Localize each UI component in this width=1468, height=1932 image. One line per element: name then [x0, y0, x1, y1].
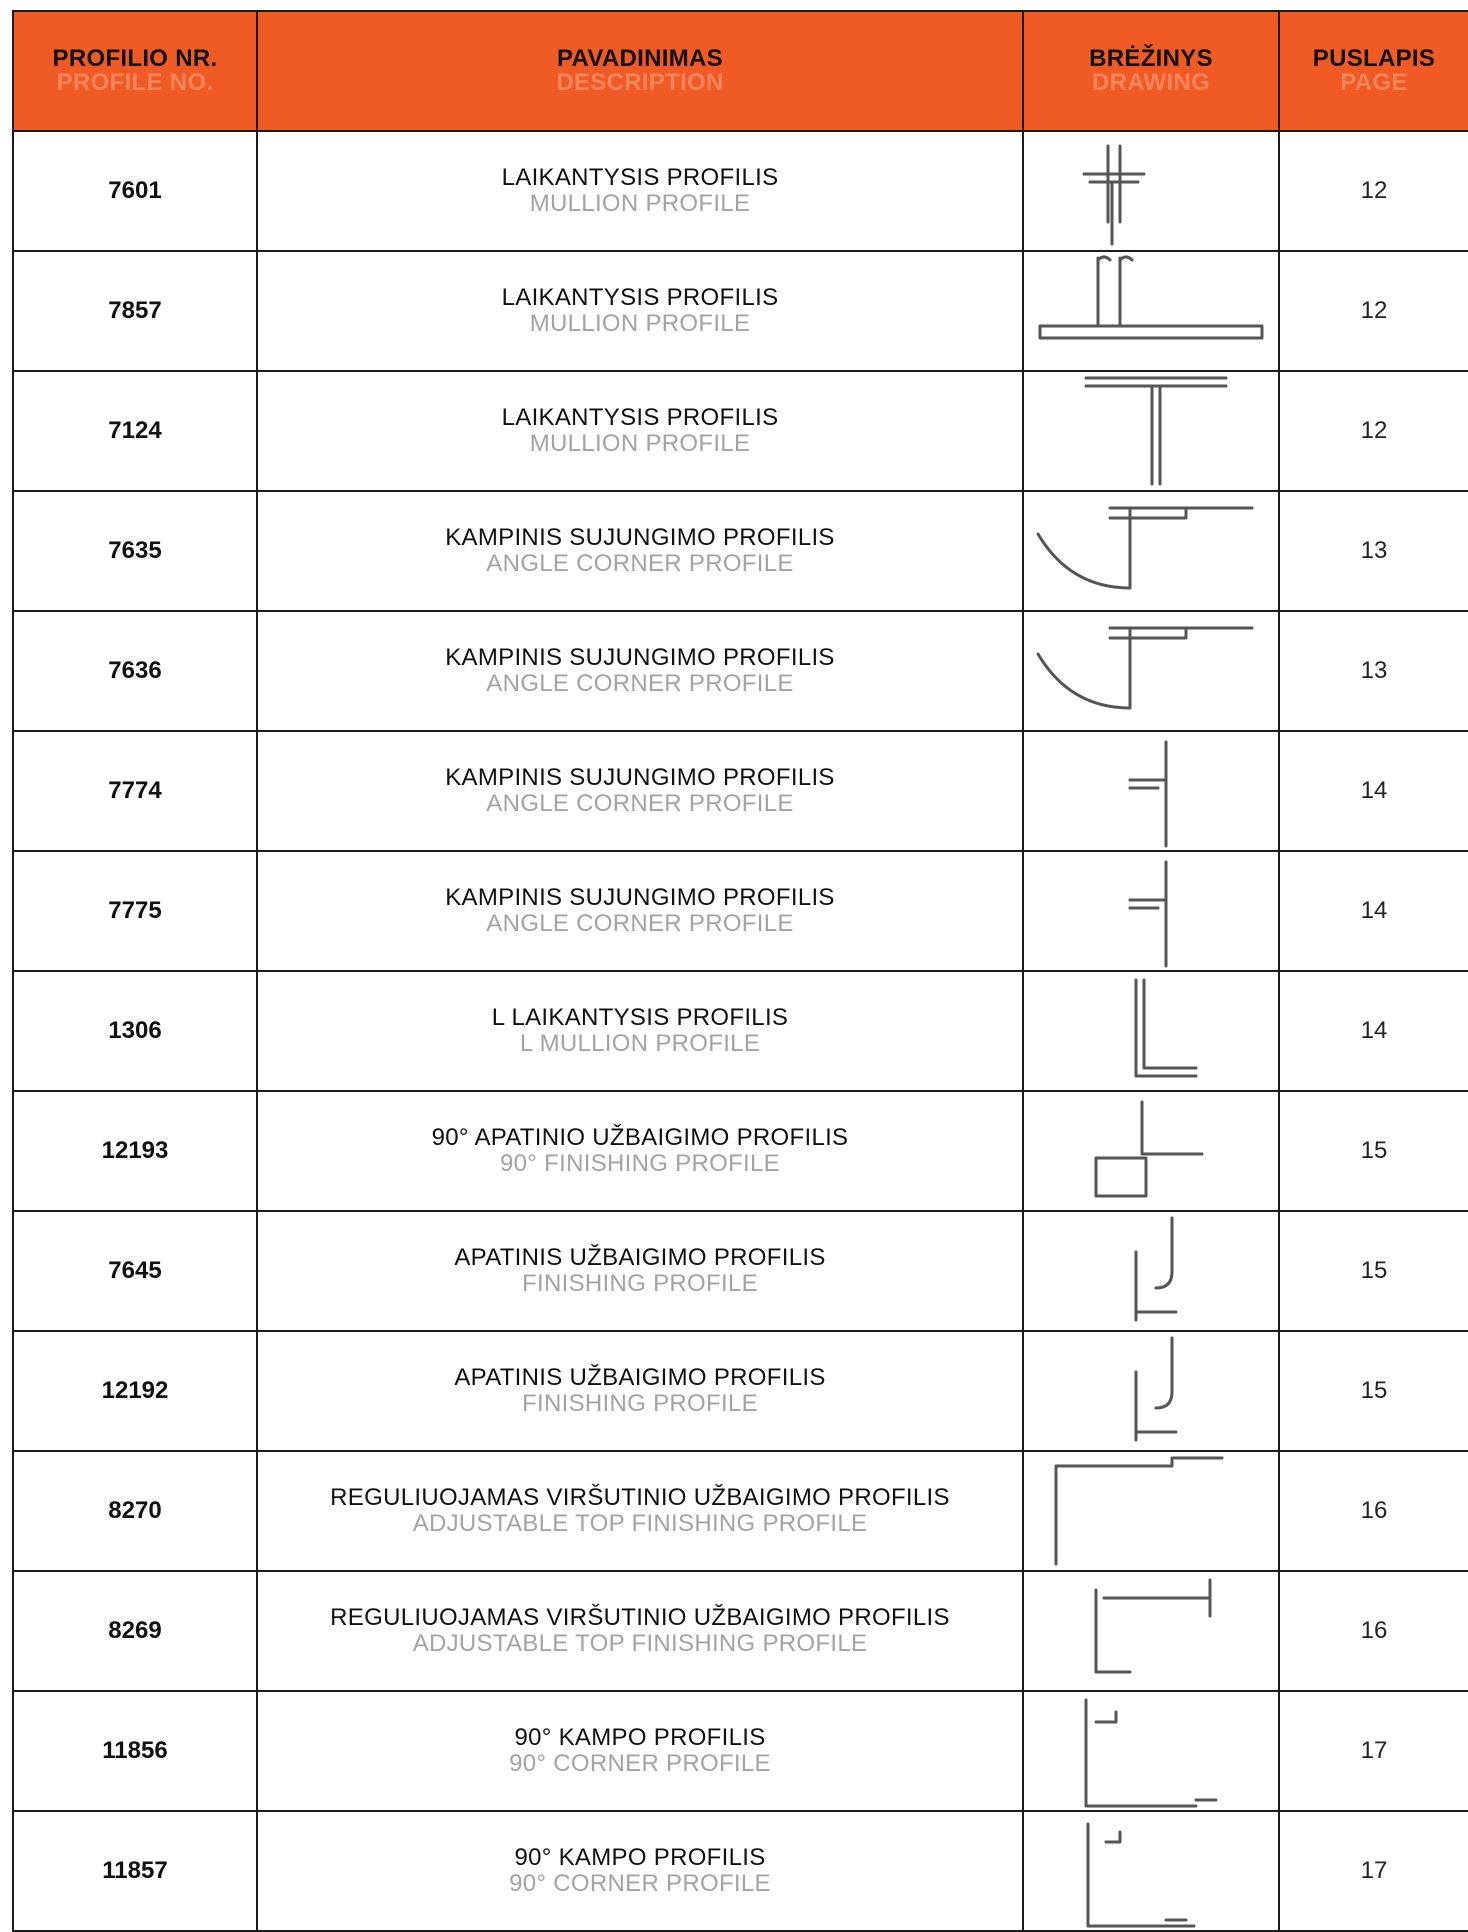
profile-name-en: FINISHING PROFILE [522, 1390, 758, 1417]
profile-number: 7636 [13, 611, 257, 731]
profile-name: LAIKANTYSIS PROFILIS [501, 404, 779, 431]
table-row-7774 [13, 731, 1468, 851]
profile-number: 7775 [13, 851, 257, 971]
profile-description [257, 371, 1023, 491]
profile-description [257, 611, 1023, 731]
profile-number: 11857 [13, 1811, 257, 1931]
table-row-11857 [13, 1811, 1468, 1931]
profile-drawing [1023, 1211, 1279, 1331]
table-row-7857 [13, 251, 1468, 371]
profile-name: 90° KAMPO PROFILIS [514, 1844, 766, 1871]
profile-description [257, 491, 1023, 611]
profile-drawing [1023, 731, 1279, 851]
profile-description [257, 1691, 1023, 1811]
profile-name: KAMPINIS SUJUNGIMO PROFILIS [445, 884, 835, 911]
table-row-7124 [13, 371, 1468, 491]
profile-page: 16 [1279, 1451, 1468, 1571]
profile-page: 13 [1279, 491, 1468, 611]
profile-page: 14 [1279, 851, 1468, 971]
profile-name-en: 90° CORNER PROFILE [509, 1870, 771, 1897]
table-row-8269 [13, 1571, 1468, 1691]
angle-corner-profile-icon [1026, 612, 1276, 730]
table-row-12192 [13, 1331, 1468, 1451]
profile-name: KAMPINIS SUJUNGIMO PROFILIS [445, 524, 835, 551]
profile-name-en: FINISHING PROFILE [522, 1270, 758, 1297]
mullion-profile-icon [1026, 132, 1276, 250]
table-row-7636 [13, 611, 1468, 731]
profile-name: APATINIS UŽBAIGIMO PROFILIS [454, 1244, 826, 1271]
header-description: PAVADINIMAS DESCRIPTION [257, 11, 1023, 131]
profile-name-en: L MULLION PROFILE [519, 1030, 761, 1057]
profile-drawing [1023, 251, 1279, 371]
header-drawing: BRĖŽINYS DRAWING [1023, 11, 1279, 131]
corner-profile-icon [1026, 1692, 1276, 1810]
profile-description [257, 251, 1023, 371]
profile-number: 8270 [13, 1451, 257, 1571]
profile-drawing [1023, 971, 1279, 1091]
profile-name: KAMPINIS SUJUNGIMO PROFILIS [445, 644, 835, 671]
profile-page: 16 [1279, 1571, 1468, 1691]
profile-description [257, 851, 1023, 971]
profile-page: 15 [1279, 1211, 1468, 1331]
profile-name: KAMPINIS SUJUNGIMO PROFILIS [445, 764, 835, 791]
corner-profile-icon [1026, 1812, 1276, 1930]
angle-corner-profile-icon [1026, 492, 1276, 610]
profile-name: LAIKANTYSIS PROFILIS [501, 284, 779, 311]
table-row-1306 [13, 971, 1468, 1091]
mullion-profile-icon [1026, 372, 1276, 490]
profile-description [257, 731, 1023, 851]
profile-name-en: ADJUSTABLE TOP FINISHING PROFILE [412, 1510, 868, 1537]
profile-page: 14 [1279, 731, 1468, 851]
l-mullion-profile-icon [1026, 972, 1276, 1090]
profile-drawing [1023, 371, 1279, 491]
profile-page: 12 [1279, 131, 1468, 251]
profile-drawing [1023, 1571, 1279, 1691]
profile-name-en: MULLION PROFILE [529, 430, 751, 457]
profile-name-en: ANGLE CORNER PROFILE [486, 670, 794, 697]
profile-number: 7124 [13, 371, 257, 491]
table-row-11856 [13, 1691, 1468, 1811]
profile-description [257, 1211, 1023, 1331]
table-row-7635 [13, 491, 1468, 611]
table-row-12193 [13, 1091, 1468, 1211]
profile-name: 90° KAMPO PROFILIS [514, 1724, 766, 1751]
finishing-profile-icon [1026, 1212, 1276, 1330]
profile-number: 8269 [13, 1571, 257, 1691]
profile-description [257, 1331, 1023, 1451]
top-finishing-profile-icon [1026, 1452, 1276, 1570]
profile-name: REGULIUOJAMAS VIRŠUTINIO UŽBAIGIMO PROFILIS [330, 1484, 950, 1511]
profile-number: 1306 [13, 971, 257, 1091]
profile-page: 17 [1279, 1811, 1468, 1931]
header-page: PUSLAPIS PAGE [1279, 11, 1468, 131]
profile-page: 13 [1279, 611, 1468, 731]
profile-name-en: ADJUSTABLE TOP FINISHING PROFILE [412, 1630, 868, 1657]
profile-number: 7645 [13, 1211, 257, 1331]
profile-number: 7635 [13, 491, 257, 611]
profile-name-en: MULLION PROFILE [529, 310, 751, 337]
profile-name: REGULIUOJAMAS VIRŠUTINIO UŽBAIGIMO PROFILIS [330, 1604, 950, 1631]
profile-drawing [1023, 1811, 1279, 1931]
header-profile-no: PROFILIO NR. PROFILE NO. [13, 11, 257, 131]
profile-name: LAIKANTYSIS PROFILIS [501, 164, 779, 191]
profile-number: 7601 [13, 131, 257, 251]
profile-name-en: 90° FINISHING PROFILE [500, 1150, 780, 1177]
profile-name: APATINIS UŽBAIGIMO PROFILIS [454, 1364, 826, 1391]
profile-drawing [1023, 611, 1279, 731]
profile-drawing [1023, 1091, 1279, 1211]
table-row-7601 [13, 131, 1468, 251]
finishing-profile-icon [1026, 1332, 1276, 1450]
profile-name: L LAIKANTYSIS PROFILIS [491, 1004, 789, 1031]
profile-number: 7857 [13, 251, 257, 371]
profile-description [257, 1811, 1023, 1931]
profile-drawing [1023, 491, 1279, 611]
table-row-7775 [13, 851, 1468, 971]
profile-description [257, 1571, 1023, 1691]
profile-page: 15 [1279, 1091, 1468, 1211]
profile-name-en: 90° CORNER PROFILE [509, 1750, 771, 1777]
profile-description [257, 1451, 1023, 1571]
profile-number: 12192 [13, 1331, 257, 1451]
top-finishing-profile-icon [1026, 1572, 1276, 1690]
profile-name-en: ANGLE CORNER PROFILE [486, 910, 794, 937]
table-header-row [13, 11, 1468, 131]
profile-drawing [1023, 851, 1279, 971]
mullion-profile-icon [1026, 252, 1276, 370]
profile-number: 7774 [13, 731, 257, 851]
profile-name: 90° APATINIO UŽBAIGIMO PROFILIS [431, 1124, 849, 1151]
profile-description [257, 1091, 1023, 1211]
profile-name-en: ANGLE CORNER PROFILE [486, 550, 794, 577]
angle-corner-profile-icon [1026, 852, 1276, 970]
profile-drawing [1023, 1331, 1279, 1451]
profile-drawing [1023, 1691, 1279, 1811]
angle-corner-profile-icon [1026, 732, 1276, 850]
table-row-8270 [13, 1451, 1468, 1571]
profile-page: 17 [1279, 1691, 1468, 1811]
profile-drawing [1023, 131, 1279, 251]
profile-number: 11856 [13, 1691, 257, 1811]
profile-name-en: ANGLE CORNER PROFILE [486, 790, 794, 817]
profile-number: 12193 [13, 1091, 257, 1211]
profile-page: 14 [1279, 971, 1468, 1091]
profile-page: 12 [1279, 251, 1468, 371]
profile-name-en: MULLION PROFILE [529, 190, 751, 217]
profile-table [12, 10, 1468, 1932]
profile-description [257, 131, 1023, 251]
profile-page: 15 [1279, 1331, 1468, 1451]
finishing-profile-icon [1026, 1092, 1276, 1210]
profile-page: 12 [1279, 371, 1468, 491]
profile-description [257, 971, 1023, 1091]
profile-drawing [1023, 1451, 1279, 1571]
table-row-7645 [13, 1211, 1468, 1331]
